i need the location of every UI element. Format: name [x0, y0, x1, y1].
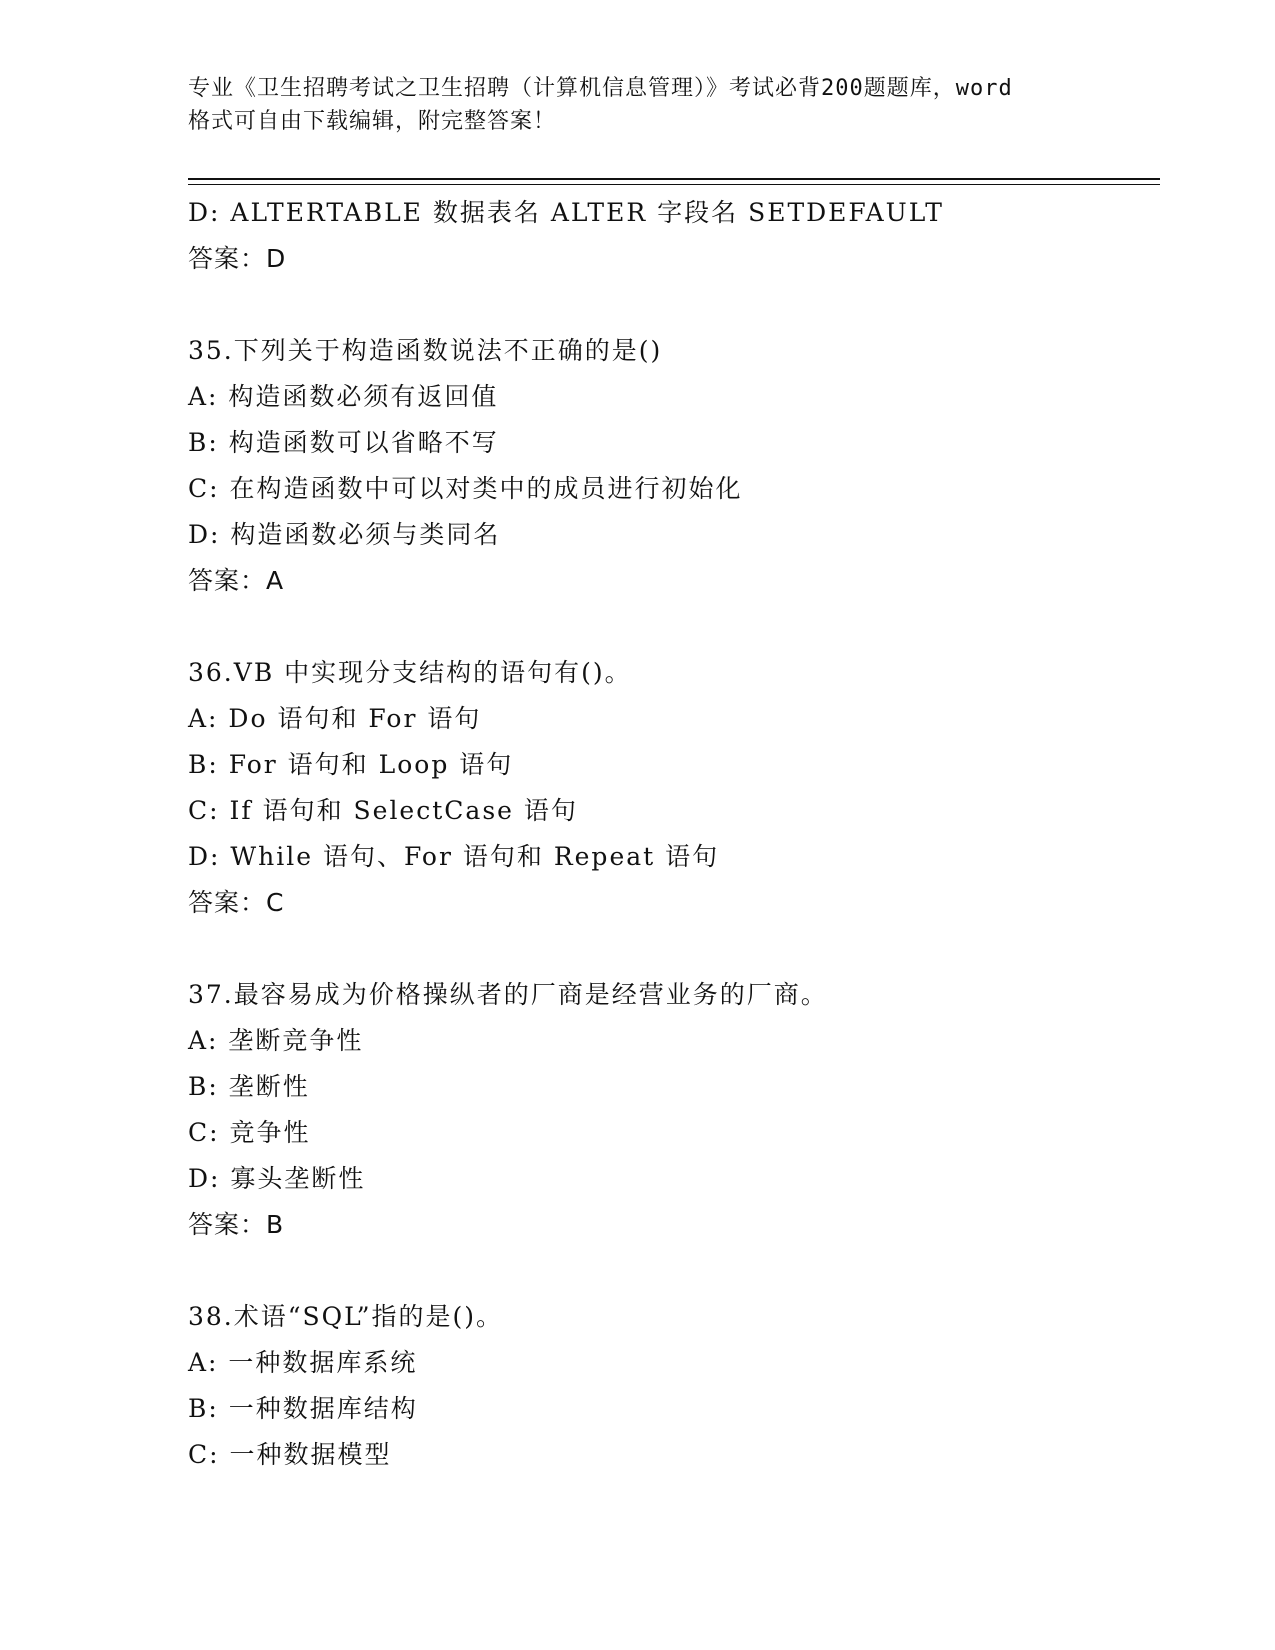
- prev-question-answer: 答案：D: [188, 244, 287, 273]
- option-a: A: 一种数据库系统: [188, 1348, 418, 1377]
- option-d: D: While 语句、For 语句和 Repeat 语句: [188, 842, 720, 871]
- option-a: A: 垄断竞争性: [188, 1026, 364, 1055]
- question-36: [188, 650, 1148, 926]
- prev-question-option-d: D: ALTERTABLE 数据表名 ALTER 字段名 SETDEFAULT: [188, 198, 944, 227]
- option-c: C: 在构造函数中可以对类中的成员进行初始化: [188, 474, 743, 503]
- question-37: [188, 972, 1148, 1248]
- option-a: A: 构造函数必须有返回值: [188, 382, 499, 411]
- answer-line: 答案：B: [188, 1210, 285, 1239]
- option-b: B: 垄断性: [188, 1072, 310, 1101]
- spacer: [188, 926, 1148, 972]
- header-divider-thick: [188, 178, 1160, 180]
- option-c: C: 竞争性: [188, 1118, 311, 1147]
- question-list: [188, 190, 1148, 1478]
- spacer: [188, 604, 1148, 650]
- option-a: A: Do 语句和 For 语句: [188, 704, 482, 733]
- spacer: [188, 1248, 1148, 1294]
- option-c: C: 一种数据模型: [188, 1440, 392, 1469]
- header-line-2: 格式可自由下载编辑，附完整答案！: [188, 109, 557, 134]
- option-d: D: 寡头垄断性: [188, 1164, 366, 1193]
- option-b: B: 构造函数可以省略不写: [188, 428, 499, 457]
- option-b: B: For 语句和 Loop 语句: [188, 750, 514, 779]
- option-b: B: 一种数据库结构: [188, 1394, 418, 1423]
- document-header: [188, 72, 1088, 138]
- question-stem: 37.最容易成为价格操纵者的厂商是经营业务的厂商。: [188, 980, 828, 1009]
- answer-line: 答案：A: [188, 566, 285, 595]
- option-d: D: 构造函数必须与类同名: [188, 520, 501, 549]
- option-c: C: If 语句和 SelectCase 语句: [188, 796, 578, 825]
- question-35: [188, 328, 1148, 604]
- question-stem: 38.术语“SQL”指的是()。: [188, 1302, 504, 1331]
- question-38: [188, 1294, 1148, 1478]
- header-divider-thin: [188, 184, 1160, 185]
- header-line-1: 专业《卫生招聘考试之卫生招聘（计算机信息管理）》考试必背200题题库，word: [188, 76, 1013, 101]
- question-stem: 35.下列关于构造函数说法不正确的是(): [188, 336, 663, 365]
- spacer: [188, 282, 1148, 328]
- answer-line: 答案：C: [188, 888, 285, 917]
- question-stem: 36.VB 中实现分支结构的语句有()。: [188, 658, 632, 687]
